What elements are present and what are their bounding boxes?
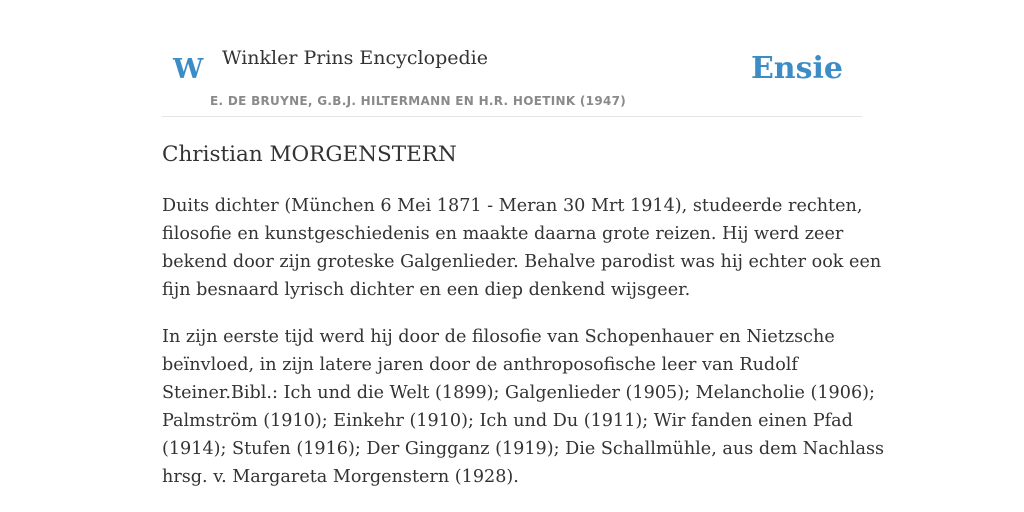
- paragraph-line: Steiner.Bibl.: Ich und die Welt (1899); Galgenlieder (1905); Melancholie (1906);: [162, 383, 875, 403]
- article-title: Christian MORGENSTERN: [162, 142, 457, 167]
- winkler-prins-logo[interactable]: W: [173, 54, 204, 85]
- ensie-logo[interactable]: Ensie: [750, 51, 843, 86]
- paragraph-line: In zijn eerste tijd werd hij door de filosofie van Schopenhauer en Nietzsche: [162, 327, 835, 347]
- article-paragraph: [162, 192, 882, 304]
- source-title[interactable]: Winkler Prins Encyclopedie: [222, 47, 488, 69]
- paragraph-line: hrsg. v. Margareta Morgenstern (1928).: [162, 467, 519, 487]
- paragraph-line: beïnvloed, in zijn latere jaren door de anthroposofische leer van Rudolf: [162, 355, 798, 375]
- article-paragraph: [162, 323, 885, 491]
- paragraph-line: fijn besnaard lyrisch dichter en een diep denkend wijsgeer.: [162, 280, 691, 300]
- paragraph-line: Palmström (1910); Einkehr (1910); Ich und Du (1911); Wir fanden einen Pfad: [162, 411, 853, 431]
- paragraph-line: filosofie en kunstgeschiedenis en maakte daarna grote reizen. Hij werd zeer: [162, 224, 844, 244]
- paragraph-line: (1914); Stufen (1916); Der Gingganz (1919); Die Schallmühle, aus dem Nachlass: [162, 439, 885, 459]
- source-authors: E. DE BRUYNE, G.B.J. HILTERMANN EN H.R. HOETINK (1947): [210, 94, 627, 108]
- article-page: [162, 0, 885, 487]
- source-header: [162, 0, 862, 117]
- article-body: [162, 192, 885, 510]
- paragraph-line: bekend door zijn groteske Galgenlieder. Behalve parodist was hij echter ook een: [162, 252, 882, 272]
- paragraph-line: Duits dichter (München 6 Mei 1871 - Meran 30 Mrt 1914), studeerde rechten,: [162, 196, 863, 216]
